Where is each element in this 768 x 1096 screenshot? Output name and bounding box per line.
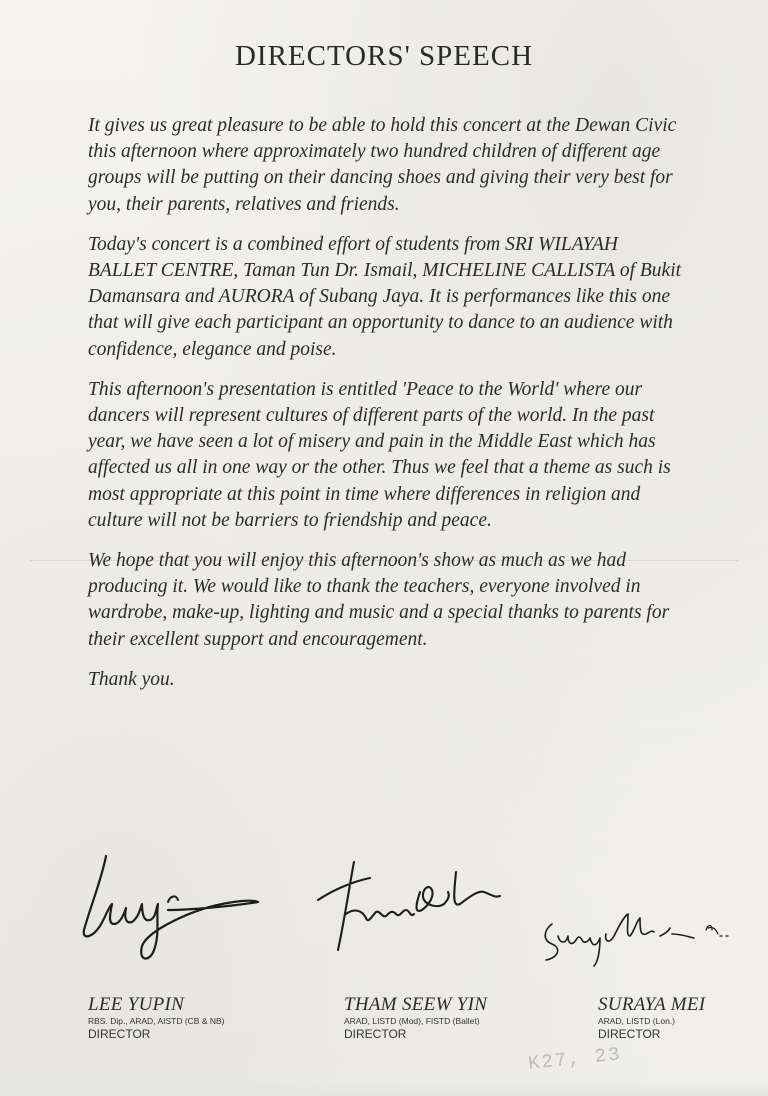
paper-bottom-edge	[0, 1082, 768, 1096]
director-role: DIRECTOR	[344, 1027, 407, 1041]
signature-tham-seew-yin	[310, 852, 510, 962]
document-title: DIRECTORS' SPEECH	[234, 40, 534, 72]
ink-stamp: K27, 23	[527, 1043, 623, 1075]
director-block-lee-yupin	[88, 994, 225, 1041]
closing-line: Thank you.	[88, 668, 175, 690]
director-role: DIRECTOR	[88, 1027, 151, 1041]
director-credentials: ARAD, LISTD (Lon.)	[598, 1016, 675, 1026]
speech-body	[88, 113, 688, 707]
director-block-tham-seew-yin	[344, 994, 487, 1041]
paragraph-1: It gives us great pleasure to be able to hold this concert at the Dewan Civic this afternoon where approximately two hundred children of different age groups will be putting on their dancing shoes and giving their very best for you, their parents, relatives and friends.	[88, 115, 677, 215]
signature-lee-yupin	[72, 838, 262, 968]
director-name: LEE YUPIN	[88, 994, 185, 1015]
paragraph-4: We hope that you will enjoy this afternoon's show as much as we had producing it. We would like to thank the teachers, everyone involved in wardrobe, make-up, lighting and music and a special thanks to parents for their excellent support and encouragement.	[88, 550, 670, 650]
director-name: THAM SEEW YIN	[344, 994, 488, 1015]
paragraph-2: Today's concert is a combined effort of students from SRI WILAYAH BALLET CENTRE, Taman Tun Dr. Ismail, MICHELINE CALLISTA of Bukit Damansara and AURORA of Subang Jaya. It is performances like this one that will give each participant an opportunity to dance to an audience with confidence, elegance and poise.	[88, 233, 682, 360]
signature-suraya-mei	[536, 896, 736, 976]
director-name: SURAYA MEI	[598, 994, 706, 1015]
director-block-suraya-mei	[598, 994, 705, 1041]
paragraph-3: This afternoon's presentation is entitled 'Peace to the World' where our dancers will represent cultures of different parts of the world. In the past year, we have seen a lot of misery and pain in the Middle East which has affected us all in one way or the other. Thus we feel that a theme as such is most appropriate at this point in time where differences in religion and culture will not be barriers to friendship and peace.	[88, 378, 671, 531]
director-role: DIRECTOR	[598, 1027, 661, 1041]
director-credentials: ARAD, LISTD (Mod), FISTD (Ballet)	[344, 1016, 480, 1026]
director-credentials: RBS. Dip., ARAD, AISTD (CB & NB)	[88, 1016, 225, 1026]
